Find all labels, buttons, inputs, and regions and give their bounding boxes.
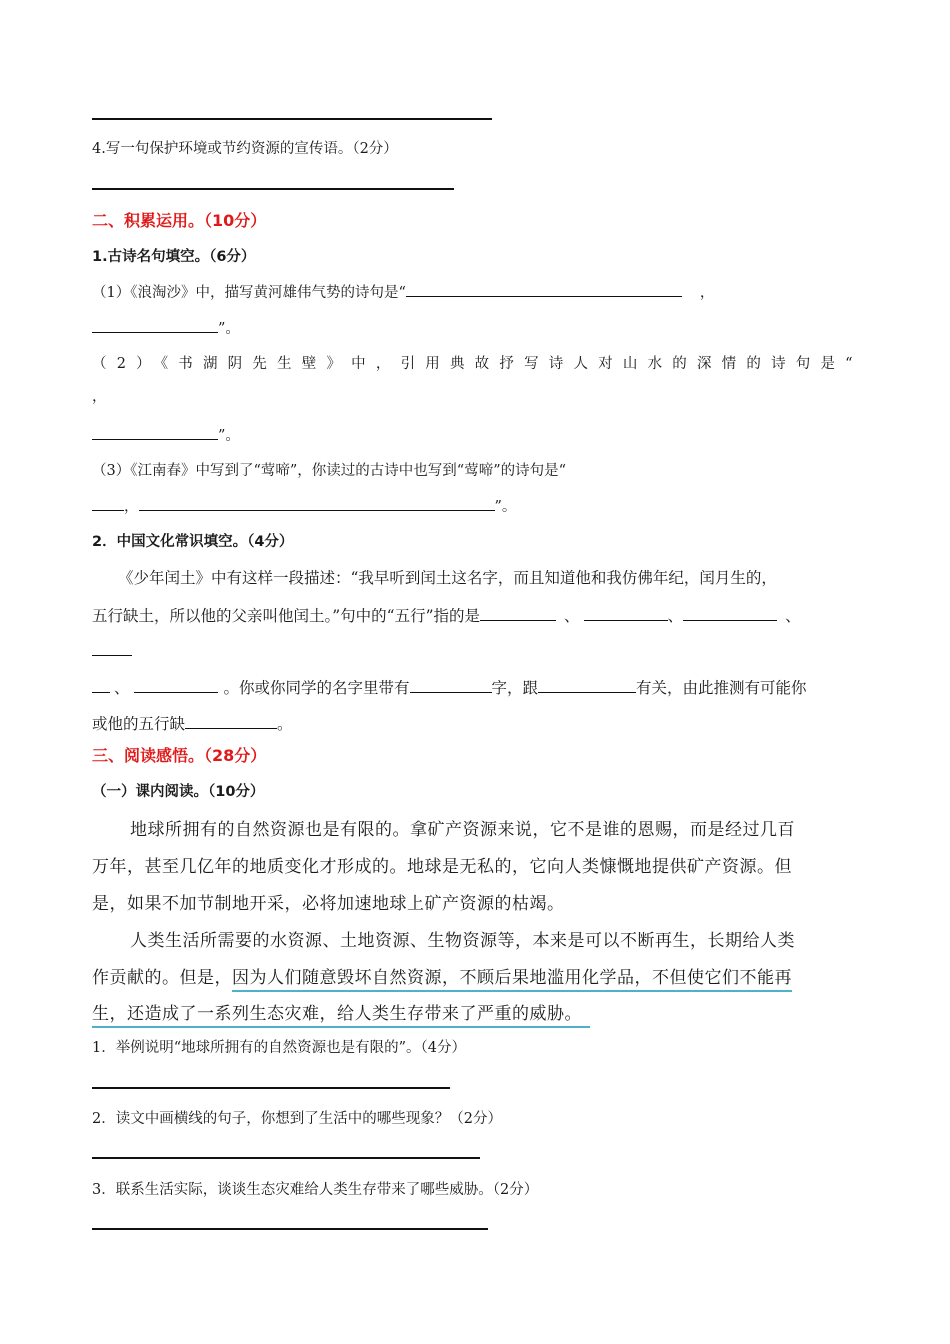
q2-line4-a: 或他的五行缺 — [92, 715, 186, 733]
q1-1-text — [92, 281, 714, 302]
blank-q1-1b[interactable] — [92, 317, 218, 333]
q1-1-end: ”。 — [218, 321, 240, 337]
blank-related[interactable] — [538, 677, 636, 693]
blank-element-4b[interactable] — [92, 677, 110, 693]
para2-line2-plain: 作贡献的。但是， — [92, 968, 232, 988]
q1-2-end: ”。 — [218, 428, 240, 444]
underlined-sentence-part2: 生，还造成了一系列生态灾难，给人类生存带来了严重的威胁。 — [92, 1004, 590, 1028]
q1-1-prompt: （1）《浪淘沙》中，描写黄河雄伟气势的诗句是“ — [92, 285, 406, 301]
reading-q3: 3．联系生活实际，谈谈生态灾难给人类生存带来了哪些威胁。（2分） — [92, 1182, 539, 1198]
q2-line2-wrap — [92, 640, 132, 660]
q2-line3 — [92, 676, 807, 698]
q1-2-comma: ， — [92, 389, 107, 405]
answer-line-q4[interactable] — [92, 188, 454, 190]
q1-1-line2 — [92, 317, 240, 338]
q2-line4-b: 。 — [277, 715, 293, 733]
section3-title: 三、阅读感悟。（28分） — [92, 746, 267, 765]
blank-element-4a[interactable] — [92, 640, 132, 656]
sep: 、 — [564, 607, 580, 625]
blank-element-2[interactable] — [584, 605, 668, 621]
para2-line3 — [92, 999, 590, 1024]
blank-element-1[interactable] — [480, 605, 556, 621]
q2-title: 2．中国文化常识填空。（4分） — [92, 534, 294, 550]
q2-line2 — [92, 604, 801, 626]
para1-line1: 地球所拥有的自然资源也是有限的。拿矿产资源来说，它不是谁的恩赐，而是经过几百 — [130, 820, 795, 840]
para1-line2: 万年，甚至几亿年的地质变化才形成的。地球是无私的，它向人类慷慨地提供矿产资源。但 — [92, 857, 792, 877]
blank-q1-2[interactable] — [92, 424, 218, 440]
sep: 、 — [114, 679, 130, 697]
blank-q1-3a[interactable] — [92, 495, 124, 511]
blank-name-char[interactable] — [410, 677, 492, 693]
answer-line-reading-q3[interactable] — [92, 1228, 488, 1230]
q2-line3-b: 字，跟 — [491, 679, 539, 697]
answer-line-reading-q1[interactable] — [92, 1087, 450, 1089]
comma: ， — [124, 499, 139, 515]
reading-q1: 1．举例说明“地球所拥有的自然资源也是有限的”。（4分） — [92, 1040, 467, 1056]
q1-3-end: ”。 — [494, 499, 517, 515]
q2-line3-c: 有关，由此推测有可能你 — [636, 679, 807, 697]
blank-element-3[interactable] — [683, 605, 777, 621]
blank-q1-3b[interactable] — [139, 495, 495, 511]
sep: 、 — [667, 607, 684, 625]
para2-line1: 人类生活所需要的水资源、土地资源、生物资源等，本来是可以不断再生，长期给人类 — [130, 931, 795, 951]
q2-line4 — [92, 712, 293, 734]
blank-missing-element[interactable] — [185, 713, 277, 729]
q1-3-line2 — [92, 495, 516, 516]
para2-line2 — [92, 963, 792, 988]
q4-prompt: 4.写一句保护环境或节约资源的宣传语。（2分） — [92, 141, 398, 157]
blank-element-5[interactable] — [134, 677, 218, 693]
section2-title: 二、积累运用。（10分） — [92, 211, 267, 230]
q2-line3-a: 。你或你同学的名字里带有 — [223, 679, 410, 697]
sub-title: （一）课内阅读。（10分） — [92, 784, 265, 800]
sep: 、 — [785, 607, 801, 625]
reading-q2: 2．读文中画横线的句子，你想到了生活中的哪些现象？（2分） — [92, 1111, 502, 1127]
q1-2-line2 — [92, 424, 240, 445]
q2-line1: 《少年闰土》中有这样一段描述：“我早听到闰土这名字，而且知道他和我仿佛年纪，闰月生的， — [118, 569, 777, 587]
comma: ， — [699, 285, 715, 301]
q2-line2-text: 五行缺土，所以他的父亲叫他闰土。”句中的“五行”指的是 — [92, 607, 481, 625]
q1-title: 1.古诗名句填空。（6分） — [92, 249, 256, 265]
underlined-sentence-part1: 因为人们随意毁坏自然资源，不顾后果地滥用化学品，不但使它们不能再 — [232, 968, 792, 992]
blank-q1-1a[interactable] — [406, 281, 682, 297]
q1-2-prompt: （2）《书湖阴先生壁》中，引用典故抒写诗人对山水的深情的诗句是“ — [92, 356, 863, 372]
answer-line-prev[interactable] — [92, 118, 492, 120]
q1-3-prompt: （3）《江南春》中写到了“莺啼”，你读过的古诗中也写到“莺啼”的诗句是“ — [92, 463, 567, 479]
para1-line3: 是，如果不加节制地开采，必将加速地球上矿产资源的枯竭。 — [92, 894, 565, 914]
answer-line-reading-q2[interactable] — [92, 1157, 480, 1159]
